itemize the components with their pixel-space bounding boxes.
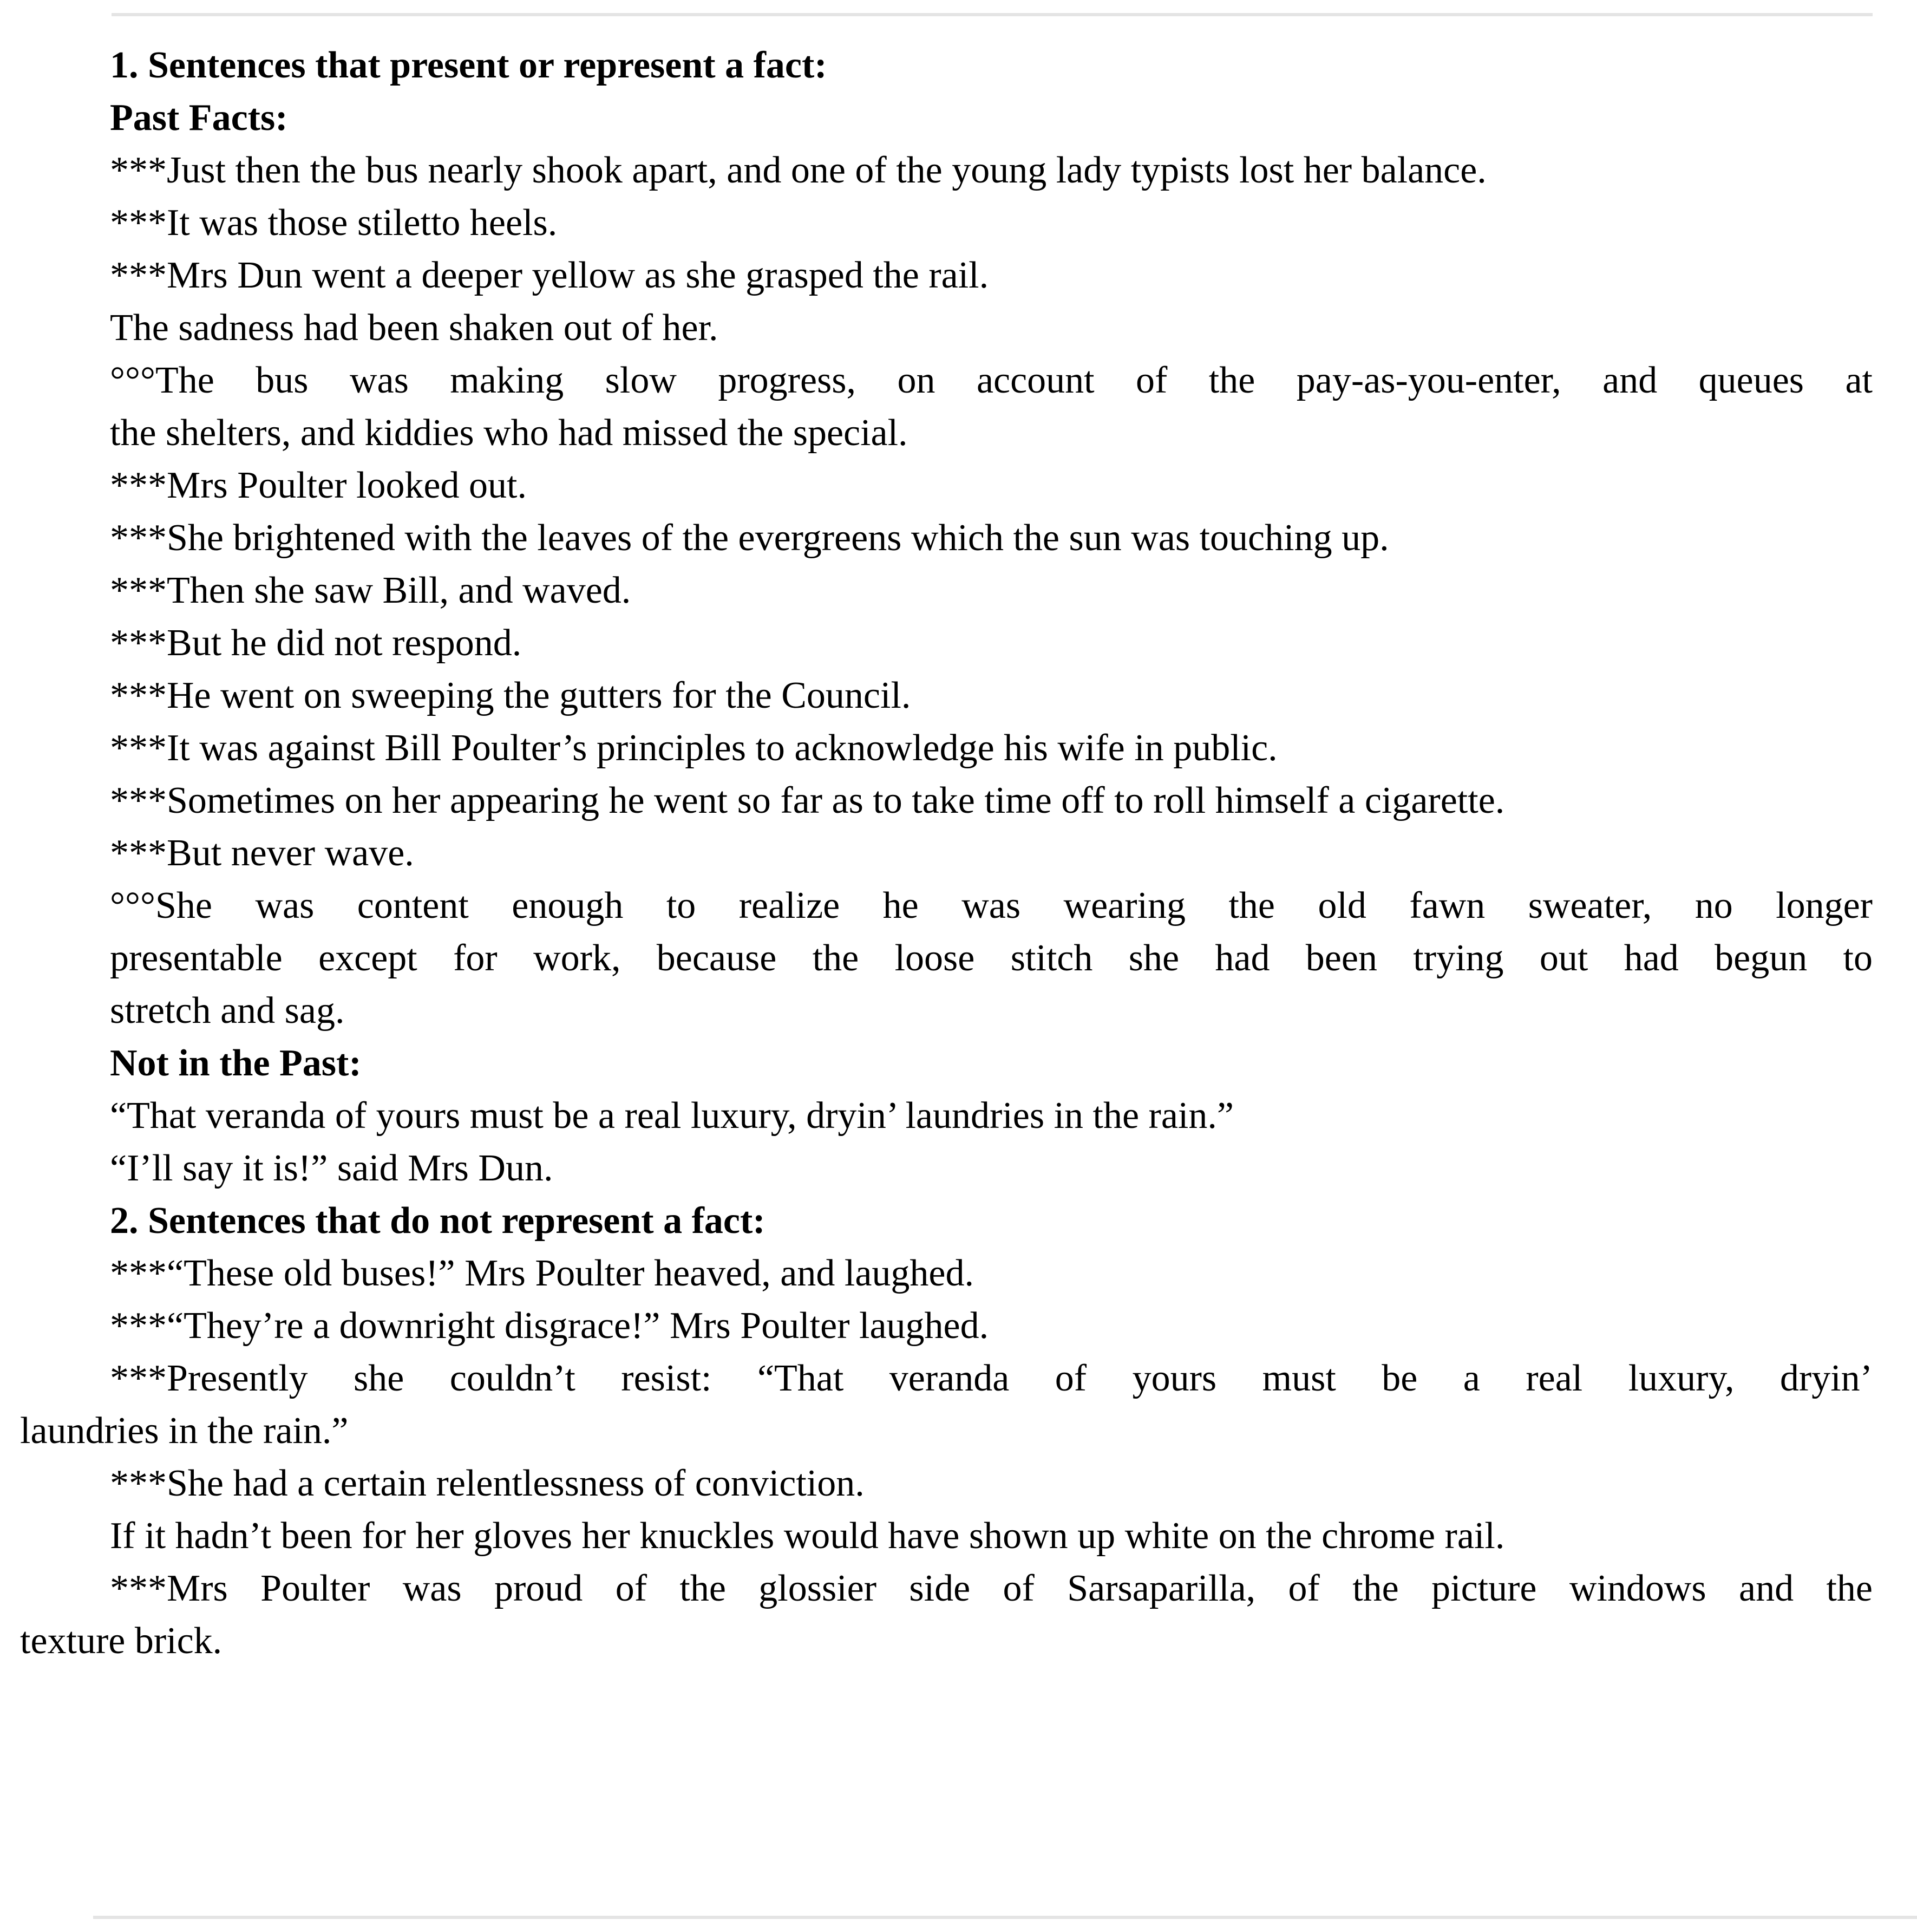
text-line: ***Then she saw Bill, and waved. xyxy=(110,570,631,611)
text-line: ***Mrs Dun went a deeper yellow as she grasped the rail. xyxy=(110,254,989,296)
text-line: The sadness had been shaken out of her. xyxy=(110,307,718,349)
text-line: If it hadn’t been for her gloves her knuckles would have shown up white on the chrome rail. xyxy=(110,1515,1505,1557)
text-line: ***It was those stiletto heels. xyxy=(110,202,558,244)
text-line: ***Mrs Poulter looked out. xyxy=(110,465,527,506)
text-line: “I’ll say it is!” said Mrs Dun. xyxy=(110,1147,553,1189)
text-line: ***Mrs Poulter was proud of the glossier side of Sarsaparilla, of the picture windows and the xyxy=(110,1568,1873,1609)
text-line: the shelters, and kiddies who had missed the special. xyxy=(110,412,908,454)
text-line: ***Just then the bus nearly shook apart, and one of the young lady typists lost her balance. xyxy=(110,149,1487,191)
text-line: ***She had a certain relentlessness of conviction. xyxy=(110,1463,865,1504)
text-line: ***“They’re a downright disgrace!” Mrs Poulter laughed. xyxy=(110,1305,989,1347)
text-line: ***But he did not respond. xyxy=(110,622,522,664)
text-line: ***“These old buses!” Mrs Poulter heaved, and laughed. xyxy=(110,1252,974,1294)
text-line: presentable except for work, because the loose stitch she had been trying out had begun to xyxy=(110,937,1873,979)
section-heading-1: 1. Sentences that present or represent a fact: xyxy=(110,44,827,86)
text-line: ***She brightened with the leaves of the evergreens which the sun was touching up. xyxy=(110,517,1389,559)
top-divider-rule xyxy=(112,13,1873,16)
text-line: ***It was against Bill Poulter’s principles to acknowledge his wife in public. xyxy=(110,727,1278,769)
text-line: ***Sometimes on her appearing he went so far as to take time off to roll himself a cigarette. xyxy=(110,780,1505,821)
text-line-continuation: laundries in the rain.” xyxy=(20,1410,349,1452)
document-body xyxy=(20,39,1873,1667)
text-line: stretch and sag. xyxy=(110,990,345,1032)
text-line: ***But never wave. xyxy=(110,832,414,874)
section-heading-2: 2. Sentences that do not represent a fact: xyxy=(110,1200,766,1242)
text-line: “That veranda of yours must be a real luxury, dryin’ laundries in the rain.” xyxy=(110,1095,1234,1137)
text-line-continuation: texture brick. xyxy=(20,1620,223,1662)
subheading-past-facts: Past Facts: xyxy=(110,97,288,139)
text-line: °°°The bus was making slow progress, on account of the pay-as-you-enter, and queues at xyxy=(110,360,1873,401)
subheading-not-in-past: Not in the Past: xyxy=(110,1042,362,1084)
bottom-divider-rule xyxy=(93,1916,1917,1919)
text-line: ***He went on sweeping the gutters for the Council. xyxy=(110,675,911,716)
text-line: °°°She was content enough to realize he was wearing the old fawn sweater, no longer xyxy=(110,885,1873,926)
text-line: ***Presently she couldn’t resist: “That veranda of yours must be a real luxury, dryin’ xyxy=(110,1357,1873,1399)
